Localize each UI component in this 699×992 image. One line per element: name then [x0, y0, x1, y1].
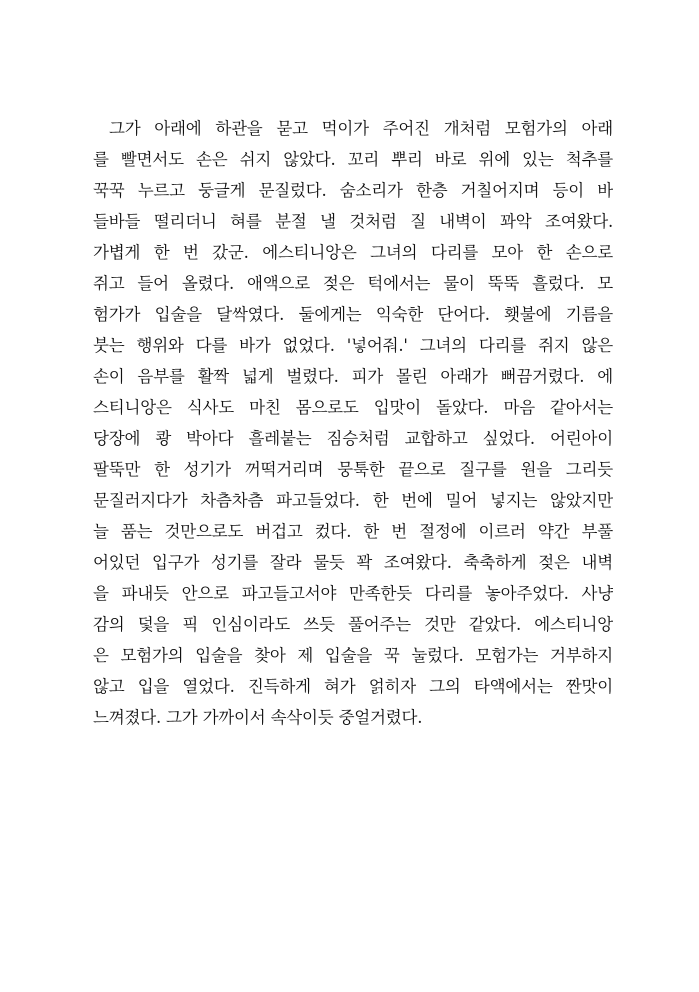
text-line: 당장에 쾅 박아다 흘레붙는 짐승처럼 교합하고 싶었다. 어린아이: [93, 429, 613, 448]
text-line: 스티니앙은 식사도 마친 몸으로도 입맛이 돌았다. 마음 같아서는: [93, 398, 613, 417]
text-line: 손이 음부를 활짝 넓게 벌렸다. 피가 몰린 아래가 뻐끔거렸다. 에: [93, 367, 613, 386]
text-line: 를 빨면서도 손은 쉬지 않았다. 꼬리 뿌리 바로 위에 있는 척추를: [93, 150, 613, 169]
text-line: 험가가 입술을 달싹였다. 둘에게는 익숙한 단어다. 횃불에 기름을: [93, 305, 613, 324]
text-line: 문질러지다가 차츰차츰 파고들었다. 한 번에 밀어 넣지는 않았지만: [93, 491, 613, 510]
text-line: 들바들 떨리더니 혀를 분절 낼 것처럼 질 내벽이 꽈악 조여왔다.: [93, 212, 613, 231]
text-line: 은 모험가의 입술을 찾아 제 입술을 꾹 눌렀다. 모험가는 거부하지: [93, 646, 613, 665]
text-line: 가볍게 한 번 갔군. 에스티니앙은 그녀의 다리를 모아 한 손으로: [93, 243, 613, 262]
text-line: 않고 입을 열었다. 진득하게 혀가 얽히자 그의 타액에서는 짠맛이: [93, 677, 613, 696]
text-line: 꾹꾹 누르고 둥글게 문질렀다. 숨소리가 한층 거칠어지며 등이 바: [93, 181, 613, 200]
text-line: 을 파내듯 안으로 파고들고서야 만족한듯 다리를 놓아주었다. 사냥: [93, 584, 613, 603]
text-line: 느껴졌다. 그가 가까이서 속삭이듯 중얼거렸다.: [93, 708, 423, 727]
text-line: 쥐고 들어 올렸다. 애액으로 젖은 턱에서는 물이 뚝뚝 흘렀다. 모: [93, 274, 613, 293]
text-line: 어있던 입구가 성기를 잘라 물듯 꽉 조여왔다. 축축하게 젖은 내벽: [93, 553, 613, 572]
text-line: 감의 덫을 픽 인심이라도 쓰듯 풀어주는 것만 같았다. 에스티니앙: [93, 615, 613, 634]
text-line: 팔뚝만 한 성기가 꺼떡거리며 뭉툭한 끝으로 질구를 원을 그리듯: [93, 460, 613, 479]
text-line: 붓는 행위와 다를 바가 없었다. '넣어줘.' 그녀의 다리를 쥐지 않은: [93, 336, 613, 355]
text-line: 그가 아래에 하관을 묻고 먹이가 주어진 개처럼 모험가의 아래: [109, 119, 613, 138]
body-paragraph: [93, 113, 613, 733]
text-line: 늘 품는 것만으로도 버겁고 컸다. 한 번 절정에 이르러 약간 부풀: [93, 522, 613, 541]
